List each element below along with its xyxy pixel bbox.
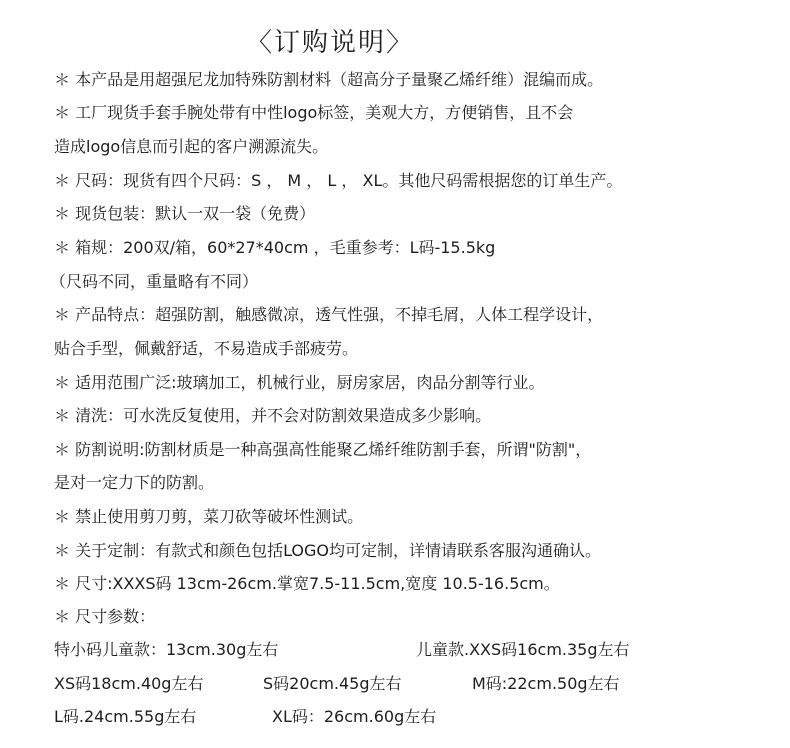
box-spec-line: ＊ 箱规：200双/箱，60*27*40cm ，毛重参考：L码-15.5kg bbox=[54, 238, 496, 257]
page-title: 〈订购说明〉 bbox=[245, 28, 414, 58]
size-param-item: L码.24cm.55g左右 bbox=[54, 707, 197, 726]
size-param-item: M码:22cm.50g左右 bbox=[472, 674, 620, 693]
cut-resistance-line-cont: 是对一定力下的防割。 bbox=[54, 473, 215, 492]
features-line-cont: 贴合手型，佩戴舒适，不易造成手部疲劳。 bbox=[54, 339, 359, 358]
size-line: ＊ 尺码：现货有四个尺码：S ， M ， L ， XL。其他尺码需根据您的订单生产。 bbox=[54, 171, 623, 190]
features-line: ＊ 产品特点：超强防割，触感微凉，透气性强，不掉毛屑，人体工程学设计， bbox=[54, 305, 604, 324]
packaging-line: ＊ 现货包装：默认一双一袋（免费） bbox=[54, 204, 316, 223]
logo-line: ＊ 工厂现货手套手腕处带有中性logo标签，美观大方，方便销售，且不会 bbox=[54, 103, 574, 122]
logo-line-cont: 造成logo信息而引起的客户溯源流失。 bbox=[54, 137, 329, 156]
size-param-item: S码20cm.45g左右 bbox=[263, 674, 402, 693]
usage-line: ＊ 适用范围广泛:玻璃加工，机械行业，厨房家居，肉品分割等行业。 bbox=[54, 373, 545, 392]
cut-resistance-line: ＊ 防割说明:防割材质是一种高强高性能聚乙烯纤维防割手套，所谓"防割"， bbox=[54, 440, 592, 459]
cleaning-line: ＊ 清洗：可水洗反复使用，并不会对防割效果造成多少影响。 bbox=[54, 406, 492, 425]
dimension-line: ＊ 尺寸:XXXS码 13cm-26cm.掌宽7.5-11.5cm,宽度 10.5-16.5cm。 bbox=[54, 574, 560, 593]
weight-note-line: （尺码不同，重量略有不同） bbox=[50, 272, 259, 291]
size-param-item: 儿童款.XXS码16cm.35g左右 bbox=[416, 640, 630, 659]
size-params-heading: ＊ 尺寸参数： bbox=[54, 607, 156, 626]
size-param-item: XL码：26cm.60g左右 bbox=[272, 707, 437, 726]
intro-line: ＊ 本产品是用超强尼龙加特殊防割材料（超高分子量聚乙烯纤维）混编而成。 bbox=[54, 70, 604, 89]
customization-line: ＊ 关于定制：有款式和颜色包括LOGO均可定制，详情请联系客服沟通确认。 bbox=[54, 541, 602, 560]
size-param-item: 特小码儿童款：13cm.30g左右 bbox=[54, 640, 279, 659]
size-param-item: XS码18cm.40g左右 bbox=[54, 674, 204, 693]
prohibited-test-line: ＊ 禁止使用剪刀剪，菜刀砍等破坏性测试。 bbox=[54, 507, 364, 526]
